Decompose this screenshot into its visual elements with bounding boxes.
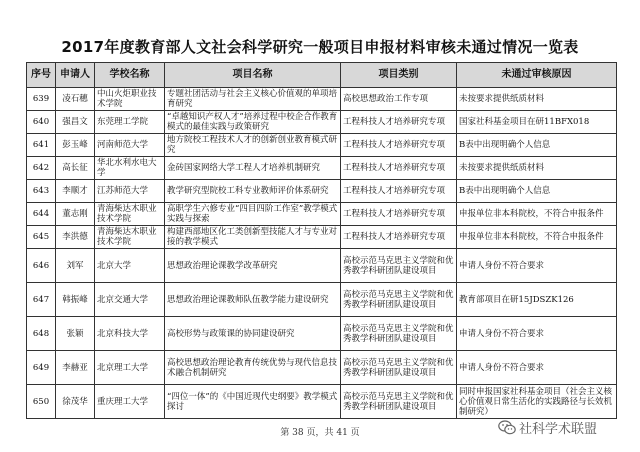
header-project: 项目名称 [165, 63, 341, 88]
row-reason: 未按要求提供纸质材料 [457, 88, 617, 111]
watermark-text: 社科学术联盟 [519, 422, 598, 437]
row-category: 工程科技人才培养研究专项 [341, 111, 457, 134]
table-header-row [27, 63, 617, 88]
row-reason: 申请人身份不符合要求 [457, 351, 617, 385]
row-category: 高校示范马克思主义学院和优秀教学科研团队建设项目 [341, 351, 457, 385]
row-category: 高校示范马克思主义学院和优秀教学科研团队建设项目 [341, 317, 457, 351]
table-row [27, 226, 617, 249]
row-applicant: 李顺才 [56, 180, 95, 203]
row-school: 北京科技大学 [95, 317, 165, 351]
row-no: 646 [27, 249, 56, 283]
row-no: 641 [27, 134, 56, 157]
row-school: 北京理工大学 [95, 351, 165, 385]
header-category: 项目类别 [341, 63, 457, 88]
row-category: 高校示范马克思主义学院和优秀教学科研团队建设项目 [341, 283, 457, 317]
table-row [27, 283, 617, 317]
row-school: 江苏师范大学 [95, 180, 165, 203]
row-category: 工程科技人才培养研究专项 [341, 180, 457, 203]
row-project: 思想政治理论课教学改革研究 [165, 249, 341, 283]
row-reason: 申请人身份不符合要求 [457, 249, 617, 283]
table-row [27, 111, 617, 134]
row-project: 金砖国家网络大学工程人才培养机制研究 [165, 157, 341, 180]
header-school: 学校名称 [95, 63, 165, 88]
row-applicant: 刘军 [56, 249, 95, 283]
row-applicant: 徐茂华 [56, 385, 95, 419]
row-applicant: 张颖 [56, 317, 95, 351]
row-applicant: 李洪德 [56, 226, 95, 249]
row-applicant: 韩振峰 [56, 283, 95, 317]
row-reason: 申报单位非本科院校，不符合申报条件 [457, 203, 617, 226]
row-no: 649 [27, 351, 56, 385]
table-row [27, 180, 617, 203]
row-applicant: 董志刚 [56, 203, 95, 226]
watermark [498, 418, 597, 437]
table-body [27, 88, 617, 419]
row-category: 高校思想政治工作专项 [341, 88, 457, 111]
row-category: 工程科技人才培养研究专项 [341, 134, 457, 157]
row-category: 高校示范马克思主义学院和优秀教学科研团队建设项目 [341, 249, 457, 283]
row-project: 专题社团活动与社会主义核心价值观的单项培育研究 [165, 88, 341, 111]
row-applicant: 强昌文 [56, 111, 95, 134]
page-footer: 第 38 页，共 41 页 [280, 428, 360, 438]
row-no: 647 [27, 283, 56, 317]
row-applicant: 凌石穗 [56, 88, 95, 111]
row-project: 思想政治理论课教师队伍教学能力建设研究 [165, 283, 341, 317]
row-category: 高校示范马克思主义学院和优秀教学科研团队建设项目 [341, 385, 457, 419]
row-school: 北京交通大学 [95, 283, 165, 317]
row-reason: 教育部项目在研15JDSZK126 [457, 283, 617, 317]
row-reason: 未按要求提供纸质材料 [457, 157, 617, 180]
row-school: 华北水利水电大学 [95, 157, 165, 180]
row-school: 青海柴达木职业技术学院 [95, 203, 165, 226]
table-row [27, 317, 617, 351]
row-no: 648 [27, 317, 56, 351]
row-no: 643 [27, 180, 56, 203]
row-reason: B表中出现明确个人信息 [457, 180, 617, 203]
row-project: 高校思想政治理论教育传统优势与现代信息技术融合机制研究 [165, 351, 341, 385]
row-category: 工程科技人才培养研究专项 [341, 157, 457, 180]
row-applicant: 彭玉峰 [56, 134, 95, 157]
row-project: 教学研究型院校工科专业教师评价体系研究 [165, 180, 341, 203]
document-title: 2017年度教育部人文社会科学研究一般项目申报材料审核未通过情况一览表 [61, 38, 579, 56]
row-school: 重庆理工大学 [95, 385, 165, 419]
row-no: 645 [27, 226, 56, 249]
row-reason: 申报单位非本科院校，不符合申报条件 [457, 226, 617, 249]
row-school: 河南师范大学 [95, 134, 165, 157]
table-row [27, 351, 617, 385]
row-project: 地方院校工程技术人才的创新创业教育模式研究 [165, 134, 341, 157]
row-reason: 同时申报国家社科基金项目（社会主义核心价值观日常生活化的实践路径与长效机制研究） [457, 385, 617, 419]
row-project: “四位一体”的《中国近现代史纲要》教学模式探讨 [165, 385, 341, 419]
row-project: “卓越知识产权人才”培养过程中校企合作教育模式的最佳实践与政策研究 [165, 111, 341, 134]
row-no: 639 [27, 88, 56, 111]
table-row [27, 157, 617, 180]
table-row [27, 249, 617, 283]
row-project: 构建西部地区化工类创新型技能人才与专业对接的教学模式 [165, 226, 341, 249]
row-school: 青海柴达木职业技术学院 [95, 226, 165, 249]
row-category: 工程科技人才培养研究专项 [341, 203, 457, 226]
row-no: 644 [27, 203, 56, 226]
row-no: 642 [27, 157, 56, 180]
row-school: 北京大学 [95, 249, 165, 283]
row-school: 中山火炬职业技术学院 [95, 88, 165, 111]
row-no: 650 [27, 385, 56, 419]
wechat-icon [498, 420, 516, 435]
header-reason: 未通过审核原因 [457, 63, 617, 88]
row-applicant: 李赫亚 [56, 351, 95, 385]
row-school: 东莞理工学院 [95, 111, 165, 134]
row-category: 工程科技人才培养研究专项 [341, 226, 457, 249]
row-project: 高职学生六修专业“四目四阶工作室”教学模式实践与探索 [165, 203, 341, 226]
row-applicant: 高长征 [56, 157, 95, 180]
row-project: 高校形势与政策课的协同建设研究 [165, 317, 341, 351]
header-no: 序号 [27, 63, 56, 88]
row-reason: 国家社科基金项目在研11BFX018 [457, 111, 617, 134]
table-row [27, 134, 617, 157]
review-table [26, 62, 617, 419]
table-row [27, 385, 617, 419]
row-reason: 申请人身份不符合要求 [457, 317, 617, 351]
header-applicant: 申请人 [56, 63, 95, 88]
table-row [27, 88, 617, 111]
table-row [27, 203, 617, 226]
row-reason: B表中出现明确个人信息 [457, 134, 617, 157]
row-no: 640 [27, 111, 56, 134]
